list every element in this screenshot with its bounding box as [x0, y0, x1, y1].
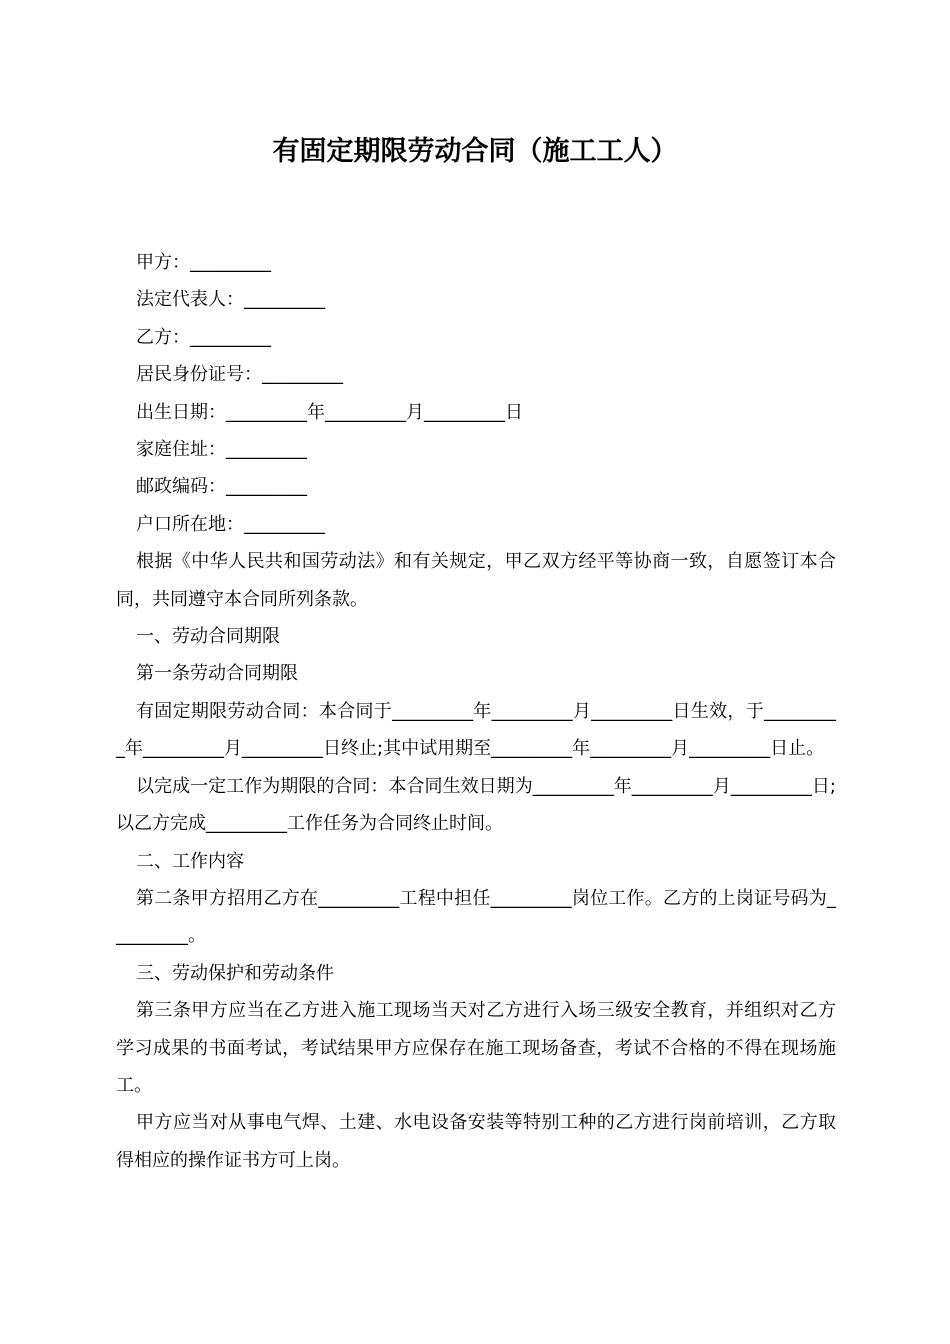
article-1-heading: 第一条劳动合同期限	[136, 663, 298, 685]
id-number-line: 居民身份证号：_________	[136, 364, 343, 386]
article-2-paragraph: 第二条甲方招用乙方在_________工程中担任_________岗位工作。乙方的上岗证号码为_________。	[116, 887, 836, 947]
task-term-paragraph: 以完成一定工作为期限的合同：本合同生效日期为_________年_________月_________日;以乙方完成_________工作任务为合同终止时间。	[116, 775, 836, 835]
section-heading-labor-protection: 三、劳动保护和劳动条件	[136, 962, 334, 984]
party-b-line: 乙方：_________	[136, 326, 271, 348]
document-title: 有固定期限劳动合同（施工工人）	[272, 136, 678, 167]
section-heading-work-content: 二、工作内容	[136, 850, 244, 872]
party-a-line: 甲方：_________	[136, 252, 271, 273]
fixed-term-paragraph: 有固定期限劳动合同：本合同于_________年_________月_________日生效，于_________年_________月_________日终止;其中试用期至_________年_________月_________日止。	[116, 700, 836, 760]
training-paragraph: 甲方应当对从事电气焊、土建、水电设备安装等特别工种的乙方进行岗前培训，乙方取得相应的操作证书方可上岗。	[116, 1112, 836, 1171]
article-3-paragraph: 第三条甲方应当在乙方进入施工现场当天对乙方进行入场三级安全教育，并组织对乙方学习成果的书面考试，考试结果甲方应保存在施工现场备查，考试不合格的不得在现场施工。	[116, 1000, 836, 1096]
birth-date-line: 出生日期：_________年_________月_________日	[136, 401, 523, 423]
household-registration-line: 户口所在地：_________	[136, 513, 325, 535]
section-heading-term: 一、劳动合同期限	[136, 626, 280, 648]
preamble-paragraph: 根据《中华人民共和国劳动法》和有关规定，甲乙双方经平等协商一致，自愿签订本合同，共同遵守本合同所列条款。	[116, 551, 836, 610]
postal-code-line: 邮政编码：_________	[136, 476, 307, 498]
document-body	[116, 244, 836, 1179]
legal-representative-line: 法定代表人：_________	[136, 289, 325, 311]
home-address-line: 家庭住址：_________	[136, 439, 307, 461]
